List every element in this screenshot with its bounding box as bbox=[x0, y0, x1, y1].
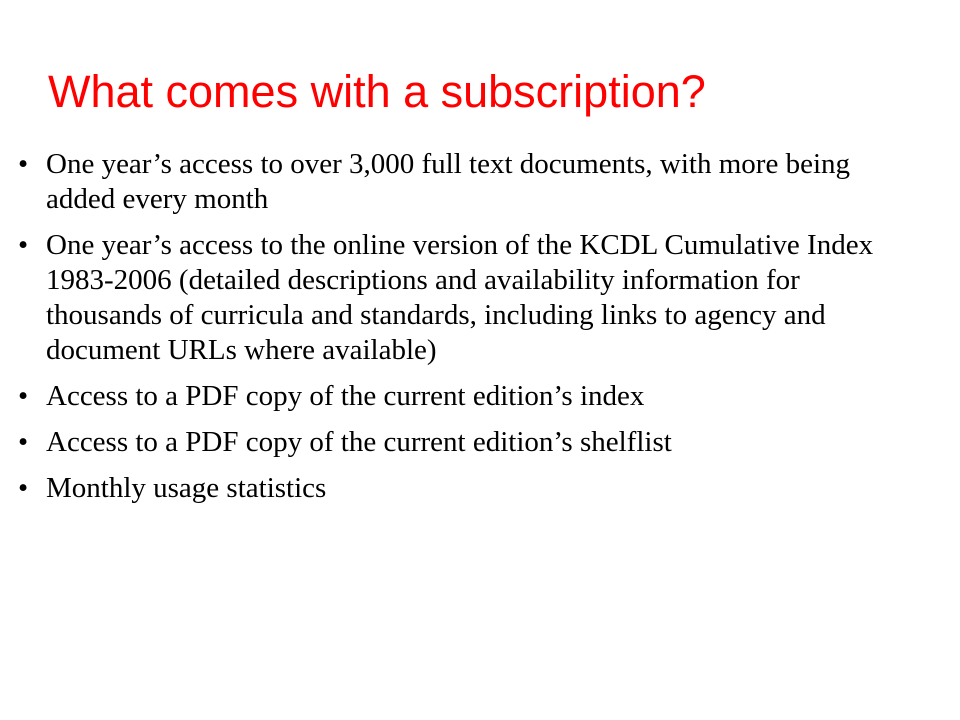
bullet-item-full-text-access bbox=[0, 147, 920, 217]
bullet-item-pdf-index bbox=[0, 379, 920, 414]
bullet-text: Access to a PDF copy of the current edition’s shelflist bbox=[46, 426, 672, 458]
bullet-icon: • bbox=[18, 380, 29, 412]
bullet-text: One year’s access to the online version of the KCDL Cumulative Index 1983-2006 (detailed descriptions and availability information for thousands of curricula and standards, including links to agency and document URLs where available) bbox=[46, 229, 874, 366]
bullet-item-usage-statistics bbox=[0, 471, 920, 506]
bullet-text: One year’s access to over 3,000 full text documents, with more being added every month bbox=[46, 148, 850, 215]
bullet-item-cumulative-index bbox=[0, 228, 920, 368]
bullet-icon: • bbox=[18, 426, 29, 458]
bullet-icon: • bbox=[18, 148, 29, 180]
bullet-text: Monthly usage statistics bbox=[46, 472, 327, 504]
bullet-list bbox=[0, 147, 920, 517]
bullet-icon: • bbox=[18, 229, 29, 261]
slide-title: What comes with a subscription? bbox=[48, 66, 706, 117]
bullet-icon: • bbox=[18, 472, 29, 504]
bullet-item-pdf-shelflist bbox=[0, 425, 920, 460]
bullet-text: Access to a PDF copy of the current edition’s index bbox=[46, 380, 645, 412]
